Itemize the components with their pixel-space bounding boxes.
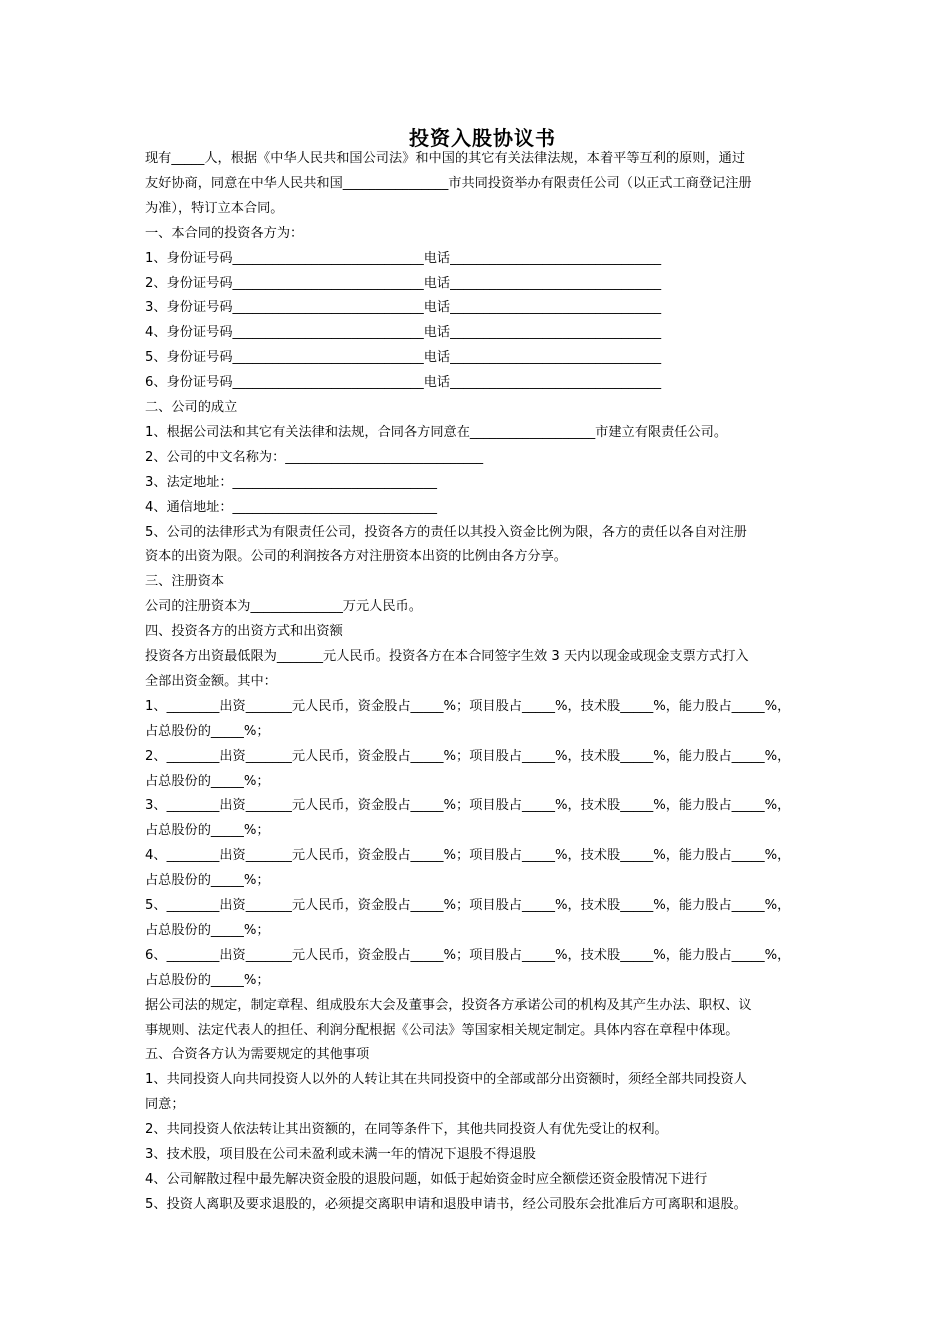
document-line: 4、身份证号码_____________________________电话________________________________ xyxy=(145,325,662,341)
document-line: 5、________出资_______元人民币，资金股占_____%；项目股占_____%，技术股_____%，能力股占_____%， xyxy=(145,898,791,913)
document-line: 全部出资金额。其中： xyxy=(145,673,277,689)
document-line: 5、公司的法律形式为有限责任公司，投资各方的责任以其投入资金比例为限，各方的责任以各自对注册 xyxy=(145,524,747,540)
document-line: 占总股份的_____%； xyxy=(145,823,270,839)
document-line: 占总股份的_____%； xyxy=(145,873,270,889)
document-line: 3、法定地址：_______________________________ xyxy=(145,474,437,490)
document-title: 投资入股协议书 xyxy=(409,126,556,150)
document-line: 4、公司解散过程中最先解决资金股的退股问题，如低于起始资金时应全额偿还资金股情况下进行 xyxy=(145,1171,708,1187)
document-line: 2、公司的中文名称为：______________________________ xyxy=(145,449,484,465)
document-line: 友好协商，同意在中华人民共和国________________市共同投资举办有限责任公司（以正式工商登记注册 xyxy=(145,175,752,191)
document-line: 三、注册资本 xyxy=(145,574,225,590)
document-line: 5、身份证号码_____________________________电话________________________________ xyxy=(145,350,662,366)
document-line: 5、投资人离职及要求退股的，必须提交离职申请和退股申请书，经公司股东会批准后方可离职和退股。 xyxy=(145,1196,747,1212)
document-line: 4、通信地址：_______________________________ xyxy=(145,499,437,515)
document-line: 1、共同投资人向共同投资人以外的人转让其在共同投资中的全部或部分出资额时，须经全部共同投资人 xyxy=(145,1072,747,1088)
document-line: 一、本合同的投资各方为： xyxy=(145,225,304,241)
document-line: 6、________出资_______元人民币，资金股占_____%；项目股占_____%，技术股_____%，能力股占_____%， xyxy=(145,947,791,963)
document-line: 资本的出资为限。公司的利润按各方对注册资本出资的比例由各方分享。 xyxy=(145,549,567,565)
document-line: 1、________出资_______元人民币，资金股占_____%；项目股占_____%，技术股_____%，能力股占_____%， xyxy=(145,698,791,714)
document-line: 据公司法的规定，制定章程、组成股东大会及董事会，投资各方承诺公司的机构及其产生办法、职权、议 xyxy=(145,997,752,1013)
document-line: 1、身份证号码_____________________________电话________________________________ xyxy=(145,250,662,266)
document-line: 1、根据公司法和其它有关法律和法规，合同各方同意在___________________市建立有限责任公司。 xyxy=(145,424,728,440)
document-line: 占总股份的_____%； xyxy=(145,922,270,938)
document-line: 占总股份的_____%； xyxy=(145,773,270,789)
document-line: 公司的注册资本为______________万元人民币。 xyxy=(145,599,422,615)
document-line: 四、投资各方的出资方式和出资额 xyxy=(145,624,343,640)
document-line: 占总股份的_____%； xyxy=(145,723,270,739)
document-line: 为准），特订立本合同。 xyxy=(145,200,284,216)
document-line: 6、身份证号码_____________________________电话________________________________ xyxy=(145,375,662,391)
document-line: 五、合资各方认为需要规定的其他事项 xyxy=(145,1047,370,1063)
document-line: 2、身份证号码_____________________________电话________________________________ xyxy=(145,275,662,291)
document-line: 事规则、法定代表人的担任、利润分配根据《公司法》等国家相关规定制定。具体内容在章程中体现。 xyxy=(145,1022,739,1038)
document-line: 二、公司的成立 xyxy=(145,400,238,415)
document-line: 2、________出资_______元人民币，资金股占_____%；项目股占_____%，技术股_____%，能力股占_____%， xyxy=(145,748,791,764)
document-line: 投资各方出资最低限为_______元人民币。投资各方在本合同签字生效 3 天内以现金或现金支票方式打入 xyxy=(145,649,749,664)
document-line: 2、共同投资人依法转让其出资额的，在同等条件下，其他共同投资人有优先受让的权利。 xyxy=(145,1122,668,1138)
document-line: 4、________出资_______元人民币，资金股占_____%；项目股占_____%，技术股_____%，能力股占_____%， xyxy=(145,848,791,864)
document-line: 同意； xyxy=(145,1097,185,1113)
document-line: 现有_____人，根据《中华人民共和国公司法》和中国的其它有关法律法规，本着平等互利的原则，通过 xyxy=(145,151,746,166)
document-line: 3、身份证号码_____________________________电话________________________________ xyxy=(145,300,662,316)
document-line: 3、________出资_______元人民币，资金股占_____%；项目股占_____%，技术股_____%，能力股占_____%， xyxy=(145,798,791,814)
document-line: 占总股份的_____%； xyxy=(145,972,270,988)
document-line: 3、技术股，项目股在公司未盈利或未满一年的情况下退股不得退股 xyxy=(145,1147,536,1162)
